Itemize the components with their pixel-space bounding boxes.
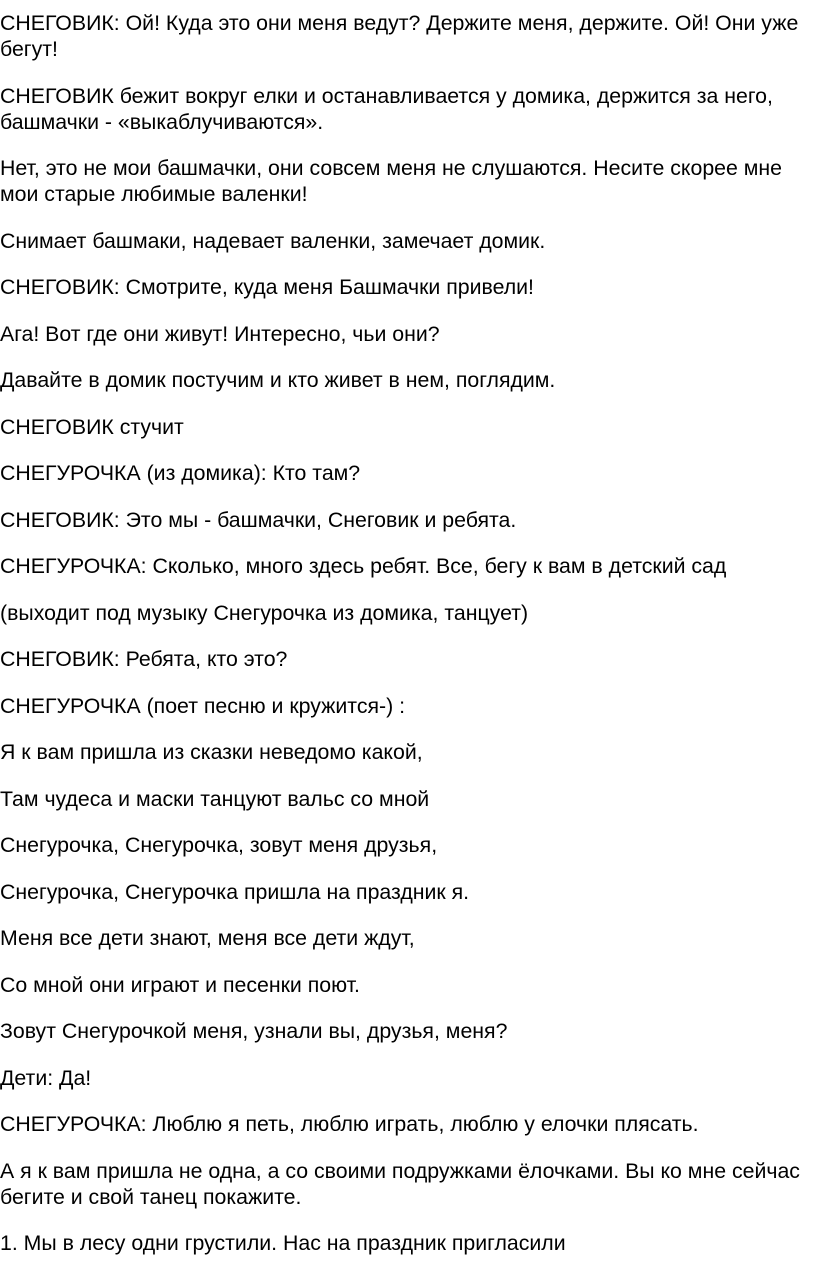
document-body <box>0 10 812 1277</box>
paragraph: СНЕГОВИК: Смотрите, куда меня Башмачки привели! <box>0 275 534 299</box>
paragraph: Ага! Вот где они живут! Интересно, чьи они? <box>0 321 440 346</box>
paragraph: СНЕГОВИК: Ребята, кто это? <box>0 647 288 671</box>
paragraph: СНЕГУРОЧКА (из домика): Кто там? <box>0 461 361 485</box>
paragraph: Меня все дети знают, меня все дети ждут, <box>0 926 415 950</box>
paragraph: Снегурочка, Снегурочка пришла на праздник я. <box>0 879 470 904</box>
paragraph: Нет, это не мои башмачки, они совсем меня не слушаются. Несите скорее мне мои старые любимые валенки! <box>0 156 783 206</box>
paragraph: Снимает башмаки, надевает валенки, замечает домик. <box>0 228 546 253</box>
paragraph: СНЕГОВИК: Это мы - башмачки, Снеговик и ребята. <box>0 507 517 532</box>
paragraph: СНЕГОВИК: Ой! Куда это они меня ведут? Держите меня, держите. Ой! Они уже бегут! <box>0 11 799 61</box>
paragraph: А я к вам пришла не одна, а со своими подружками ёлочками. Вы ко мне сейчас бегите и свой танец покажите. <box>0 1158 800 1209</box>
paragraph: Там чудеса и маски танцуют вальс со мной <box>0 786 430 811</box>
paragraph: Я к вам пришла из сказки неведомо какой, <box>0 740 423 764</box>
paragraph: Давайте в домик постучим и кто живет в нем, поглядим. <box>0 368 556 392</box>
paragraph: Дети: Да! <box>0 1065 92 1090</box>
paragraph: Со мной они играют и песенки поют. <box>0 972 360 997</box>
paragraph: Снегурочка, Снегурочка, зовут меня друзья, <box>0 833 438 857</box>
paragraph: СНЕГУРОЧКА (поет песню и кружится-) : <box>0 693 406 718</box>
paragraph: СНЕГУРОЧКА: Сколько, много здесь ребят. Все, бегу к вам в детский сад <box>0 554 727 578</box>
paragraph: (выходит под музыку Снегурочка из домика, танцует) <box>0 600 529 625</box>
paragraph: СНЕГУРОЧКА: Люблю я петь, люблю играть, люблю у елочки плясать. <box>0 1112 699 1136</box>
paragraph: СНЕГОВИК бежит вокруг елки и останавливается у домика, держится за него, башмачки - «выкаблучиваются». <box>0 83 773 134</box>
paragraph: Зовут Снегурочкой меня, узнали вы, друзья, меня? <box>0 1019 508 1043</box>
paragraph: СНЕГОВИК стучит <box>0 414 184 439</box>
paragraph: 1. Мы в лесу одни грустили. Нас на праздник пригласили <box>0 1231 566 1255</box>
